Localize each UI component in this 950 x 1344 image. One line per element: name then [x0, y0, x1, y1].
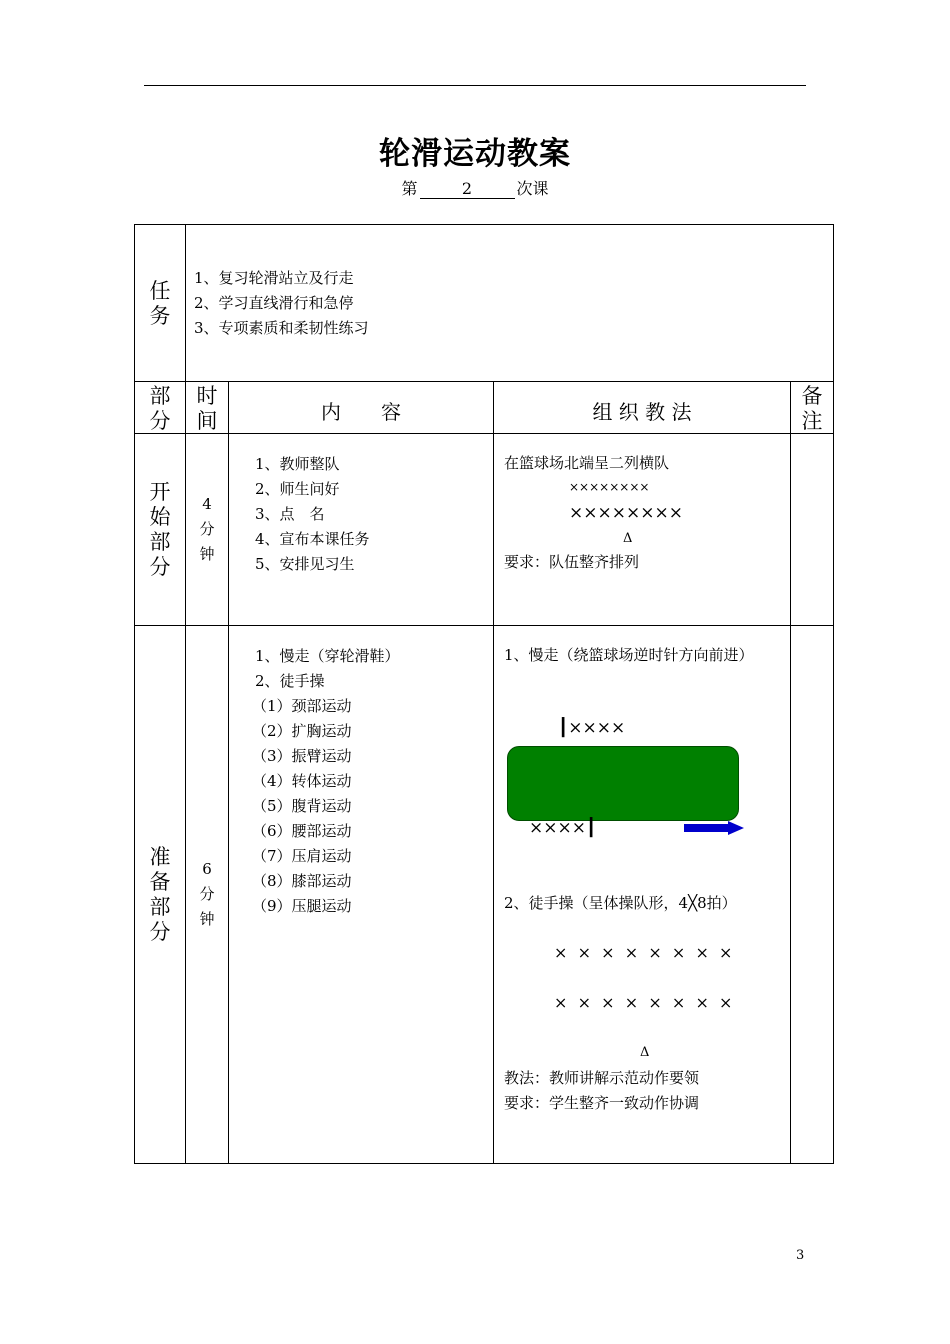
- formation-row-1: ××××××××: [569, 480, 650, 494]
- col-divider-part: [185, 224, 186, 1164]
- header-rule: [144, 85, 806, 86]
- start-time: 4 分 钟: [199, 495, 215, 563]
- list-item: （8）膝部运动: [252, 872, 352, 890]
- task-item: 3、专项素质和柔韧性练习: [194, 319, 369, 337]
- col-divider-content: [493, 381, 494, 1164]
- row-divider-start: [134, 625, 834, 626]
- header-content: 内 容: [321, 400, 401, 424]
- lesson-table: [134, 224, 834, 1164]
- direction-arrow-icon: [684, 821, 746, 835]
- prep-time: 6 分 钟: [199, 860, 215, 928]
- task-item: 1、复习轮滑站立及行走: [194, 269, 354, 287]
- page-number: 3: [796, 1248, 805, 1263]
- start-content-list: [255, 452, 370, 577]
- header-note: 备 注: [801, 384, 823, 433]
- list-item: （1）颈部运动: [252, 697, 352, 715]
- drill-row-2: × × × × × × × ×: [554, 993, 733, 1012]
- list-item: 3、点 名: [255, 505, 325, 523]
- walk-instruction: 1、慢走（绕篮球场逆时针方向前进）: [504, 646, 754, 664]
- start-method-line: 在篮球场北端呈二列横队: [504, 454, 670, 472]
- header-method: 组 织 教 法: [592, 400, 692, 424]
- header-part: 部 分: [149, 384, 171, 433]
- task-label: 任 务: [149, 279, 171, 328]
- document-title: 轮滑运动教案: [379, 136, 571, 172]
- track-bottom-group: ××××┃: [529, 818, 597, 838]
- list-item: （6）腰部运动: [252, 822, 352, 840]
- start-part-label: 开 始 部 分: [149, 480, 171, 579]
- list-item: 2、师生问好: [255, 480, 340, 498]
- teacher-marker: Δ: [623, 531, 633, 546]
- list-item: 4、宣布本课任务: [255, 530, 370, 548]
- prep-requirement: 要求：学生整齐一致动作协调: [504, 1094, 700, 1112]
- col-divider-method: [790, 381, 791, 1164]
- list-item: （5）腹背运动: [252, 797, 352, 815]
- col-divider-time: [228, 381, 229, 1164]
- lesson-prefix: 第: [401, 179, 418, 198]
- prep-content-list: [252, 644, 400, 919]
- header-time: 时 间: [196, 384, 218, 433]
- start-requirement: 要求：队伍整齐排列: [504, 553, 640, 571]
- lesson-number: 2: [420, 179, 515, 199]
- lesson-number-line: [0, 176, 950, 199]
- basketball-court-shape: [507, 746, 739, 821]
- drill-instruction: 2、徒手操（呈体操队形，4╳8拍）: [504, 894, 737, 912]
- list-item: 5、安排见习生: [255, 555, 355, 573]
- formation-row-2: ××××××××: [569, 503, 683, 523]
- list-item: （9）压腿运动: [252, 897, 352, 915]
- list-item: （7）压肩运动: [252, 847, 352, 865]
- task-item: 2、学习直线滑行和急停: [194, 294, 354, 312]
- list-item: 1、慢走（穿轮滑鞋）: [255, 647, 400, 665]
- list-item: （2）扩胸运动: [252, 722, 352, 740]
- row-divider-task: [134, 381, 834, 382]
- task-list: [194, 266, 369, 341]
- list-item: 2、徒手操: [255, 672, 325, 690]
- drill-row-1: × × × × × × × ×: [554, 943, 733, 962]
- prep-part-label: 准 备 部 分: [149, 845, 171, 944]
- row-divider-header: [134, 433, 834, 434]
- list-item: 1、教师整队: [255, 455, 340, 473]
- list-item: （4）转体运动: [252, 772, 352, 790]
- track-top-group: ┃××××: [558, 718, 626, 738]
- teacher-marker: Δ: [640, 1045, 650, 1060]
- lesson-suffix: 次课: [516, 179, 549, 198]
- teaching-method: 教法：教师讲解示范动作要领: [504, 1069, 700, 1087]
- list-item: （3）振臂运动: [252, 747, 352, 765]
